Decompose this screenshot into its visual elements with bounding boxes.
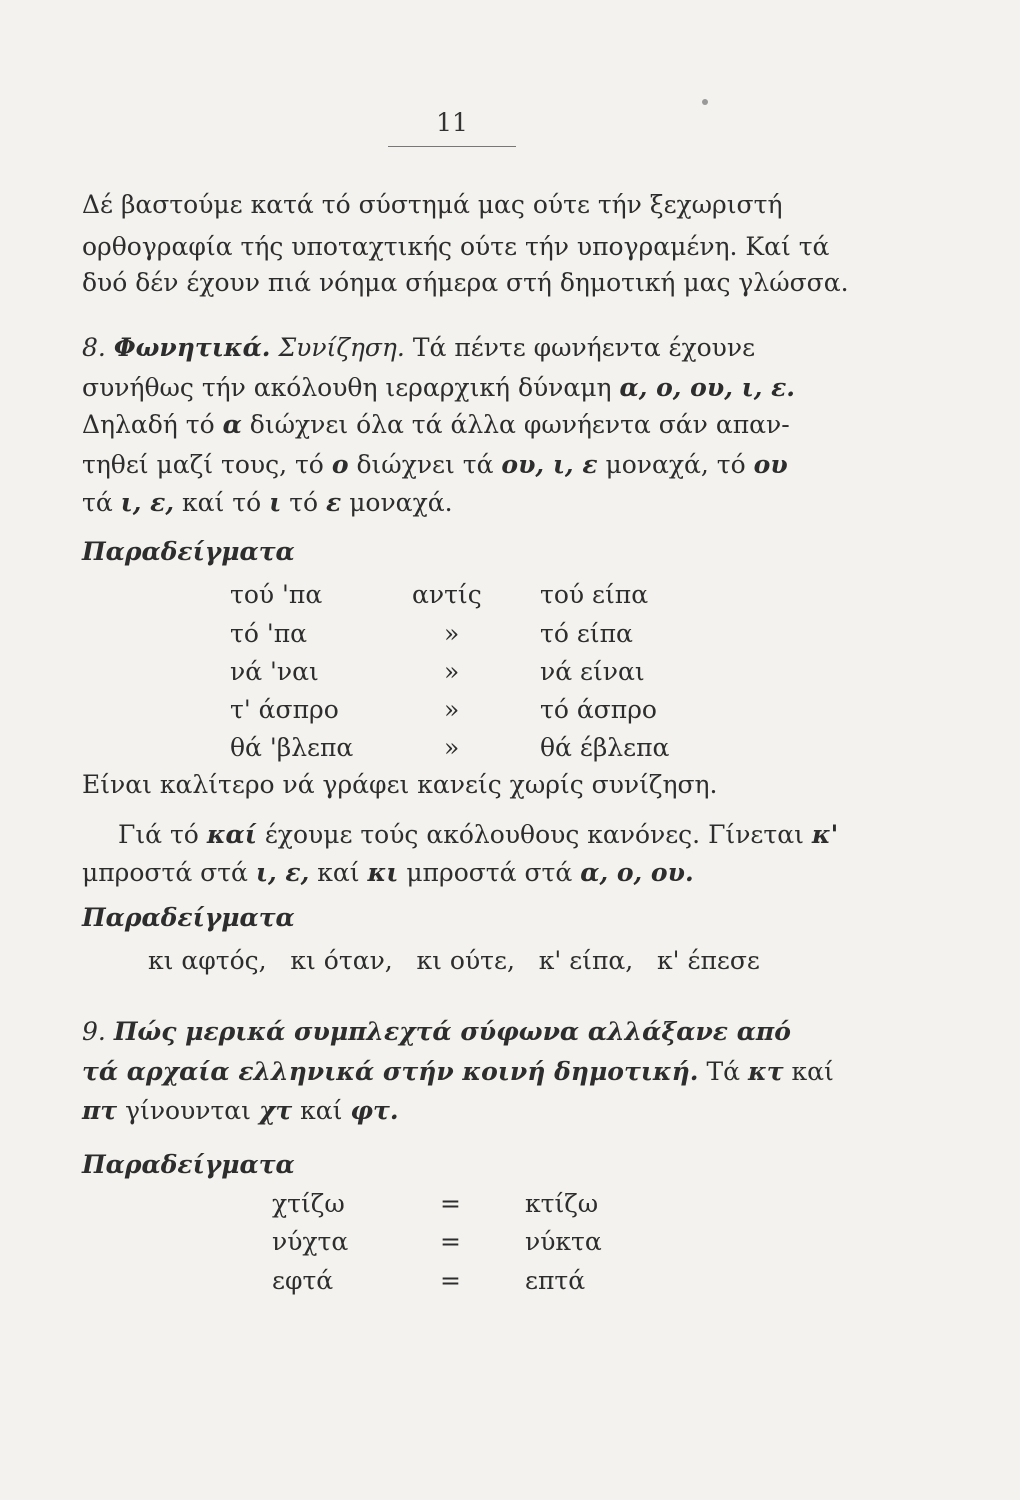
section8-line1-text: Τά πέντε φωνήεντα έχουνε xyxy=(412,333,756,362)
example-left: θά 'βλεπα xyxy=(230,733,354,762)
s8-l5-a: τά xyxy=(82,488,113,517)
example-left: τό 'πα xyxy=(230,619,308,648)
section8-title: Φωνητικά. xyxy=(113,333,271,362)
s8-l3-a: Δηλαδή τό xyxy=(82,410,215,439)
s8-l4-f: ου xyxy=(753,450,788,479)
section8-line-5 xyxy=(82,488,453,518)
kai-l1-a: Γιά τό xyxy=(118,820,199,849)
s8-l5-g: μοναχά. xyxy=(349,488,453,517)
kai-l2-f: α, ο, ου. xyxy=(580,858,694,887)
example-right: τό άσπρο xyxy=(540,695,657,724)
example-sep: » xyxy=(444,695,460,724)
s8-l4-a: τηθεί μαζί τους, τό xyxy=(82,450,324,479)
para1-line-2: ορθογραφία τής υποταχτικής ούτε τήν υπογραμένη. Καί τά xyxy=(82,232,830,261)
section9-line-2 xyxy=(82,1057,834,1087)
section9-title-2: τά αρχαία ελληνικά στήν κοινή δημοτική. xyxy=(82,1057,699,1086)
example-equals: = xyxy=(440,1227,461,1256)
page-number-rule xyxy=(388,146,516,147)
kai-l2-c: καί xyxy=(317,858,360,887)
example-left: εφτά xyxy=(272,1266,334,1295)
example-right: τού είπα xyxy=(540,580,649,609)
synizesis-note: Είναι καλίτερο νά γράφει κανείς χωρίς συνίζηση. xyxy=(82,770,718,799)
example-right: νά είναι xyxy=(540,657,645,686)
example-sep: » xyxy=(444,733,460,762)
s9-l3-c: χτ xyxy=(258,1096,293,1125)
example-equals: = xyxy=(440,1266,461,1295)
example-right: νύκτα xyxy=(525,1227,602,1256)
example-left: τού 'πα xyxy=(230,580,323,609)
s8-l5-c: καί τό xyxy=(182,488,262,517)
s9-l3-a: πτ xyxy=(82,1096,118,1125)
kai-l2-e: μπροστά στά xyxy=(406,858,573,887)
section8-line-1 xyxy=(82,333,755,363)
page-number: 11 xyxy=(436,108,468,137)
kai-line-1 xyxy=(118,820,838,850)
examples-heading-2: Παραδείγματα xyxy=(82,903,295,932)
s9-l2-a: Τά xyxy=(706,1057,740,1086)
example-right: κτίζω xyxy=(525,1189,599,1218)
s9-l3-b: γίνουνται xyxy=(125,1096,251,1125)
section8-number: 8. xyxy=(82,333,106,362)
s8-l4-d: ου, ι, ε xyxy=(501,450,598,479)
example-sep: » xyxy=(444,657,460,686)
section8-subtitle: Συνίζηση. xyxy=(278,333,405,362)
kai-l1-c: έχουμε τούς ακόλουθους κανόνες. Γίνεται xyxy=(264,820,804,849)
section8-line2-text: συνήθως τήν ακόλουθη ιεραρχική δύναμη xyxy=(82,373,612,402)
s8-l5-e: τό xyxy=(289,488,319,517)
kai-l2-b: ι, ε, xyxy=(255,858,310,887)
section8-line-4 xyxy=(82,450,788,480)
para1-line-1: Δέ βαστούμε κατά τό σύστημά μας ούτε τήν ξεχωριστή xyxy=(82,190,783,219)
s8-l4-e: μοναχά, τό xyxy=(605,450,746,479)
section9-line-1 xyxy=(82,1017,791,1047)
vowel-hierarchy: α, ο, ου, ι, ε. xyxy=(619,373,796,402)
s8-l5-d: ι xyxy=(269,488,282,517)
example-sep: » xyxy=(444,619,460,648)
ink-dot xyxy=(702,99,708,105)
example-right: θά έβλεπα xyxy=(540,733,670,762)
kai-l1-d: κ' xyxy=(811,820,839,849)
example-equals: = xyxy=(440,1189,461,1218)
para1-line-3: δυό δέν έχουν πιά νόημα σήμερα στή δημοτική μας γλώσσα. xyxy=(82,268,849,297)
example-sep: αντίς xyxy=(412,580,482,609)
s9-l3-e: φτ. xyxy=(350,1096,399,1125)
s8-l3-c: διώχνει όλα τά άλλα φωνήεντα σάν απαν- xyxy=(249,410,790,439)
example-right: τό είπα xyxy=(540,619,633,648)
kai-examples: κι αφτός, κι όταν, κι ούτε, κ' είπα, κ' έπεσε xyxy=(148,946,760,975)
example-right: επτά xyxy=(525,1266,586,1295)
example-left: νά 'ναι xyxy=(230,657,319,686)
example-left: χτίζω xyxy=(272,1189,345,1218)
section8-line-3 xyxy=(82,410,790,440)
kai-l2-d: κι xyxy=(367,858,399,887)
s9-l2-b: κτ xyxy=(747,1057,784,1086)
example-left: τ' άσπρο xyxy=(230,695,339,724)
s8-l3-b: α xyxy=(222,410,242,439)
s9-l2-c: καί xyxy=(791,1057,834,1086)
s9-l3-d: καί xyxy=(300,1096,343,1125)
s8-l4-b: ο xyxy=(331,450,349,479)
s8-l4-c: διώχνει τά xyxy=(356,450,494,479)
section9-title-1: Πώς μερικά συμπλεχτά σύφωνα αλλάξανε από xyxy=(113,1017,791,1046)
example-left: νύχτα xyxy=(272,1227,349,1256)
examples-heading-1: Παραδείγματα xyxy=(82,537,295,566)
section8-line-2 xyxy=(82,373,795,403)
section9-number: 9. xyxy=(82,1017,106,1046)
examples-heading-3: Παραδείγματα xyxy=(82,1150,295,1179)
s8-l5-b: ι, ε, xyxy=(120,488,175,517)
kai-line-2 xyxy=(82,858,694,888)
kai-l1-b: καί xyxy=(206,820,257,849)
section9-line-3 xyxy=(82,1096,399,1126)
kai-l2-a: μπροστά στά xyxy=(82,858,248,887)
s8-l5-f: ε xyxy=(326,488,342,517)
